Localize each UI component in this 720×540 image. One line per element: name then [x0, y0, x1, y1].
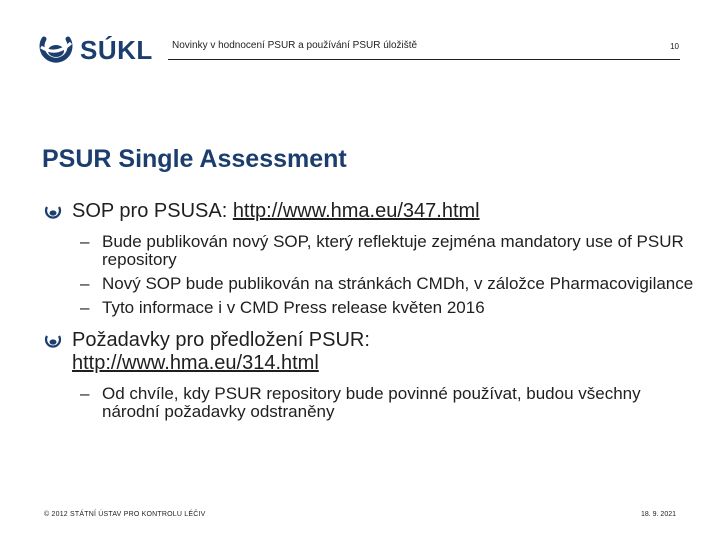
footer-date: 18. 9. 2021	[640, 511, 676, 518]
slide-content	[44, 200, 694, 427]
dash-marker: –	[80, 384, 90, 403]
sukl-logo	[38, 33, 153, 67]
sub-item-text: Bude publikován nový SOP, který reflektuje zejména mandatory use of PSUR repository	[102, 232, 684, 269]
sukl-logo-icon	[38, 33, 74, 67]
sub-item	[80, 233, 694, 269]
hma-347-link[interactable]: http://www.hma.eu/347.html	[232, 200, 480, 222]
footer-copyright: © 2012 STÁTNÍ ÚSTAV PRO KONTROLU LÉČIV	[44, 511, 206, 518]
page-number: 10	[670, 42, 679, 51]
bullet-text: SOP pro PSUSA:	[72, 200, 233, 222]
dash-marker: –	[80, 274, 90, 293]
sub-item	[80, 299, 694, 317]
sukl-bullet-icon	[44, 333, 62, 349]
sub-item-text: Tyto informace i v CMD Press release květen 2016	[102, 298, 485, 317]
sukl-bullet-icon	[44, 204, 62, 220]
sub-list-sop	[80, 233, 694, 317]
sub-list-requirements	[80, 385, 694, 421]
sub-item-text: Nový SOP bude publikován na stránkách CMDh, v záložce Pharmacovigilance	[102, 274, 694, 293]
dash-marker: –	[80, 232, 90, 251]
logo-text: SÚKL	[80, 35, 153, 65]
slide-header	[0, 0, 720, 70]
bullet-sop	[44, 200, 694, 223]
sub-item	[80, 275, 694, 293]
bullet-requirements	[44, 329, 694, 375]
sub-item-text: Od chvíle, kdy PSUR repository bude povinné používat, budou všechny národní požadavky odstraněny	[102, 384, 641, 421]
dash-marker: –	[80, 298, 90, 317]
header-divider	[168, 59, 680, 60]
bullet-text: Požadavky pro předložení PSUR:	[72, 329, 370, 351]
header-title: Novinky v hodnocení PSUR a používání PSUR úložiště	[172, 40, 418, 51]
sub-item	[80, 385, 694, 421]
slide-title: PSUR Single Assessment	[42, 145, 347, 173]
hma-314-link[interactable]: http://www.hma.eu/314.html	[72, 352, 319, 374]
